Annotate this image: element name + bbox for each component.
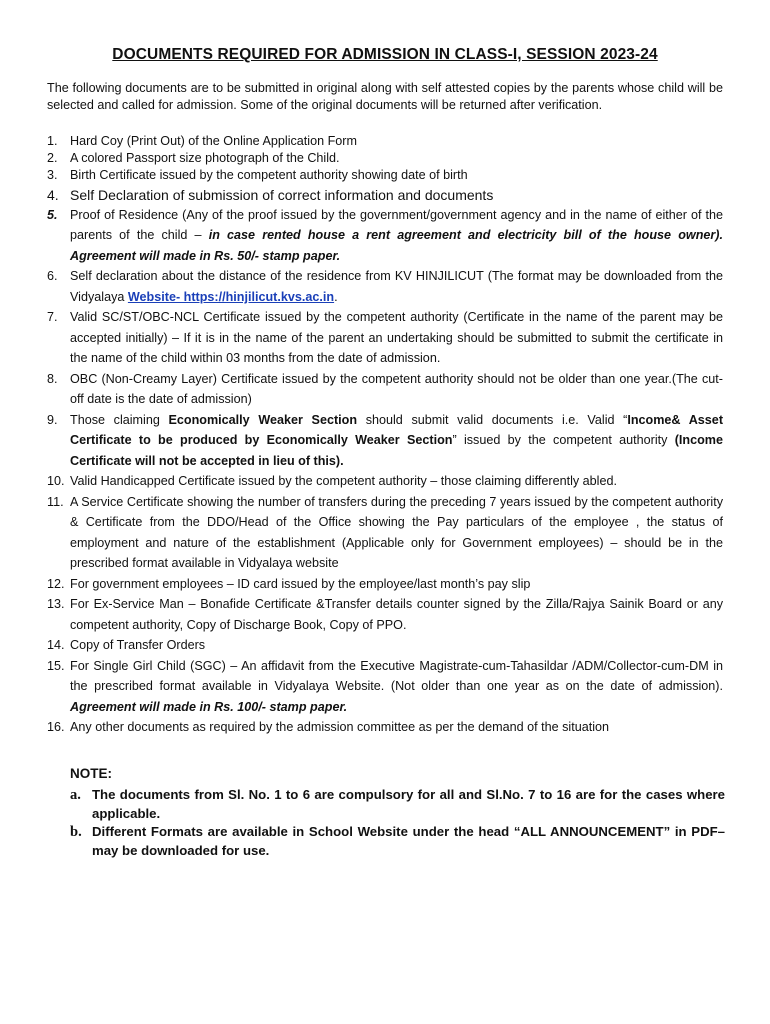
note-heading: NOTE: xyxy=(70,766,112,781)
list-item: 5. Proof of Residence (Any of the proof issued by the government/government agency and in the name of either of the parents of the child – in case rented house a rent agreement and electricity bill of the house owner). Agreement will made in Rs. 50/- stamp paper. xyxy=(47,207,723,263)
list-item: 8. OBC (Non-Creamy Layer) Certificate issued by the competent authority should not be older than one year.(The cut-off date is the date of admission) xyxy=(47,371,723,407)
vidyalaya-website-link[interactable]: Website- https://hinjilicut.kvs.ac.in xyxy=(127,289,335,304)
note-item: b. Different Formats are available in School Website under the head “ALL ANNOUNCEMENT” in PDF– may be downloaded for use. xyxy=(70,824,725,858)
page-title: DOCUMENTS REQUIRED FOR ADMISSION IN CLASS-I, SESSION 2023-24 xyxy=(112,46,658,63)
list-item: 1. Hard Coy (Print Out) of the Online Application Form xyxy=(47,134,357,148)
list-item: 2. A colored Passport size photograph of the Child. xyxy=(47,151,340,166)
list-item: 4. Self Declaration of submission of correct information and documents xyxy=(47,186,494,203)
list-item: 13. For Ex-Service Man – Bonafide Certificate &Transfer details counter signed by the Zilla/Rajya Sainik Board or any competent authority, Copy of Discharge Book, Copy of PPO. xyxy=(47,597,723,632)
list-item: 10. Valid Handicapped Certificate issued by the competent authority – those claiming differently abled. xyxy=(47,474,617,489)
intro-paragraph: The following documents are to be submitted in original along with self attested copies by the parents whose child will be selected and called for admission. Some of the original documents will be returned after verification. xyxy=(47,81,723,113)
note-item: a. The documents from Sl. No. 1 to 6 are compulsory for all and Sl.No. 7 to 16 are for the cases where applicable. xyxy=(70,787,725,821)
list-item: 9. Those claiming Economically Weaker Section should submit valid documents i.e. Valid “Income& Asset Certificate to be produced by Economically Weaker Section” issued by the competent authority (Income Certificate will not be accepted in lieu of this). xyxy=(47,412,724,468)
list-item: 7. Valid SC/ST/OBC-NCL Certificate issued by the competent authority (Certificate in the name of the parent may be accepted initially) – If it is in the name of the parent an undertaking should be submitted to submit the certificate in the name of the child within 03 months from the date of admission. xyxy=(47,310,723,366)
note-section xyxy=(70,766,725,860)
list-item: 12. For government employees – ID card issued by the employee/last month’s pay slip xyxy=(47,576,531,591)
list-item: 15. For Single Girl Child (SGC) – An affidavit from the Executive Magistrate-cum-Tahasildar /ADM/Collector-cum-DM in the prescribed format available in Vidyalaya Website. (Not older than one year as on the date of admission). Agreement will made in Rs. 100/- stamp paper. xyxy=(47,658,723,714)
list-item: 16. Any other documents as required by the admission committee as per the demand of the situation xyxy=(47,720,610,735)
list-item: 3. Birth Certificate issued by the competent authority showing date of birth xyxy=(47,168,468,183)
documents-list xyxy=(47,133,723,738)
list-item: 14. Copy of Transfer Orders xyxy=(47,638,206,653)
list-item: 11. A Service Certificate showing the number of transfers during the preceding 7 years issued by the competent authority & Certificate from the DDO/Head of the Office showing the Pay particulars of the employee , the status of employment and nature of the establishment (Applicable only for Government employees) – should be in the prescribed format available in Vidyalaya website xyxy=(47,494,723,571)
list-item: 6. Self declaration about the distance of the residence from KV HINJILICUT (The format may be downloaded from the Vidyalaya Website- https://hinjilicut.kvs.ac.in. xyxy=(47,269,723,304)
